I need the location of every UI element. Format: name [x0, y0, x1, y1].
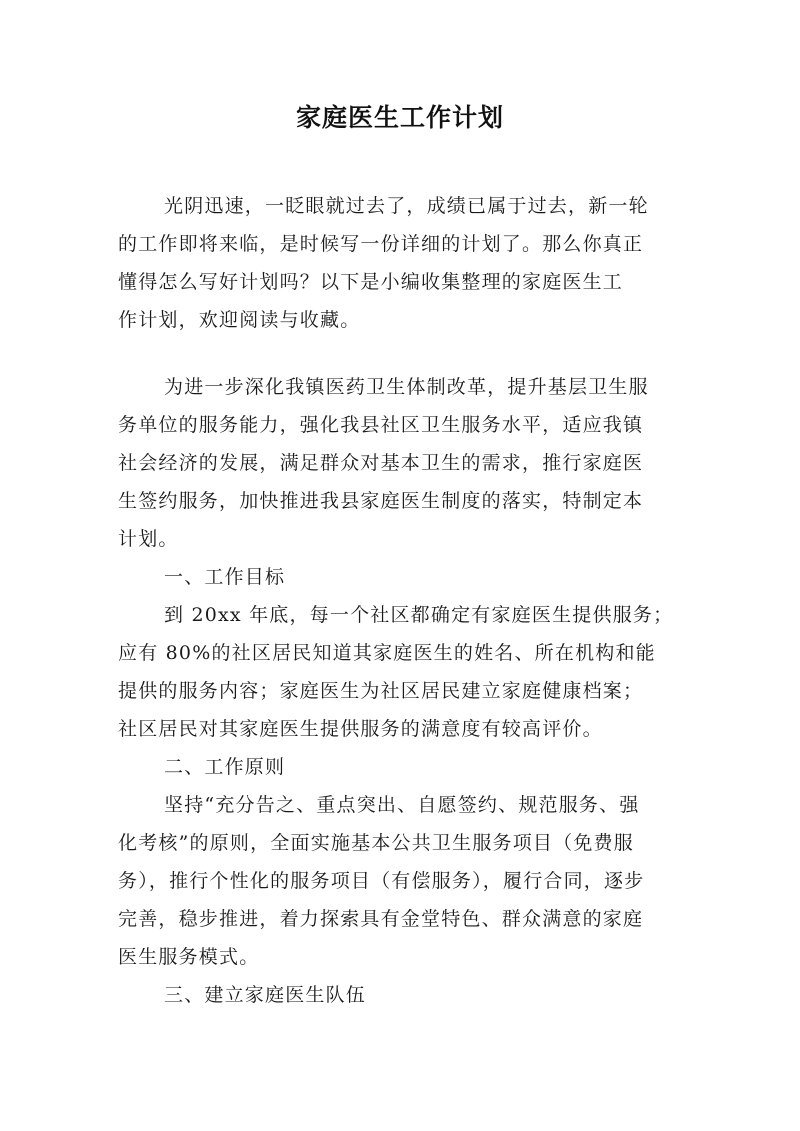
- intro-line: 光阴迅速，一眨眼就过去了，成绩已属于过去，新一轮: [164, 195, 649, 217]
- goals-line: 到 20xx 年底，每一个社区都确定有家庭医生提供服务；: [164, 604, 674, 626]
- section-heading-principles: 二、工作原则: [164, 756, 286, 778]
- principles-line: 化考核”的原则，全面实施基本公共卫生服务项目（免费服: [118, 832, 634, 854]
- purpose-paragraph: [118, 368, 684, 558]
- purpose-line: 社会经济的发展，满足群众对基本卫生的需求，推行家庭医: [118, 452, 644, 474]
- intro-line: 作计划，欢迎阅读与收藏。: [118, 309, 361, 331]
- principles-line: 务），推行个性化的服务项目（有偿服务），履行合同，逐步: [118, 870, 645, 892]
- principles-paragraph: [118, 786, 684, 976]
- section-heading-goals: 一、工作目标: [164, 566, 286, 588]
- purpose-line: 生签约服务，加快推进我县家庭医生制度的落实，特制定本: [118, 490, 644, 512]
- goals-paragraph: [118, 596, 684, 748]
- intro-line: 的工作即将来临，是时候写一份详细的计划了。那么你真正: [118, 233, 644, 255]
- goals-line: 提供的服务内容；家庭医生为社区居民建立家庭健康档案；: [118, 680, 644, 702]
- main-body: [118, 368, 684, 1014]
- principles-line: 完善，稳步推进，着力探索具有金堂特色、群众满意的家庭: [118, 908, 644, 930]
- principles-line: 医生服务模式。: [118, 946, 260, 968]
- purpose-line: 为进一步深化我镇医药卫生体制改革，提升基层卫生服: [164, 376, 649, 398]
- purpose-line: 计划。: [118, 528, 179, 550]
- principles-line: 坚持“充分告之、重点突出、自愿签约、规范服务、强: [164, 794, 640, 816]
- document-title: 家庭医生工作计划: [295, 103, 504, 132]
- section-heading-team: 三、建立家庭医生队伍: [164, 984, 367, 1006]
- intro-paragraph: [118, 187, 684, 339]
- goals-line: 社区居民对其家庭医生提供服务的满意度有较高评价。: [118, 718, 603, 740]
- goals-line: 应有 80%的社区居民知道其家庭医生的姓名、所在机构和能: [118, 642, 656, 664]
- purpose-line: 务单位的服务能力，强化我县社区卫生服务水平，适应我镇: [118, 414, 644, 436]
- intro-line: 懂得怎么写好计划吗？以下是小编收集整理的家庭医生工: [118, 271, 624, 293]
